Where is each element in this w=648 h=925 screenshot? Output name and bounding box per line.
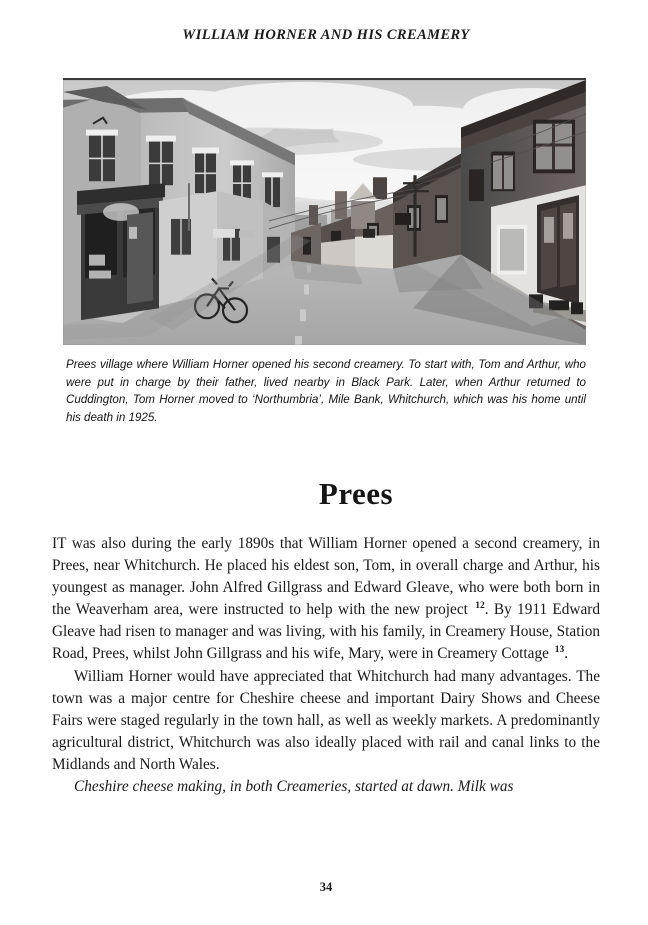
page-number: 34 xyxy=(319,880,333,894)
page-title: Prees xyxy=(318,476,394,511)
prees-village-street-photograph xyxy=(63,80,586,345)
paragraph-one-part-two: . By 1911 Edward Gleave had risen to manager and was living, with his family, in Creamery House, Station Road, Prees, whilst John Gillgrass and his wife, Mary, were in Creamery Cottage xyxy=(52,601,600,663)
running-header: WILLIAM HORNER AND HIS CREAMERY xyxy=(182,27,470,43)
footnote-ref-13[interactable]: 13 xyxy=(554,645,565,656)
paragraph-three: Cheshire cheese making, in both Creameries, started at dawn. Milk was xyxy=(74,778,514,796)
paragraph-one-part-three: . xyxy=(564,645,569,663)
body-text xyxy=(52,533,600,798)
footnote-ref-12[interactable]: 12 xyxy=(475,601,485,612)
paragraph-two: William Horner would have appreciated that Whitchurch had many advantages. The town was a major centre for Cheshire cheese and important Dairy Shows and Cheese Fairs were staged regularly in the town hall, as well as weekly markets. A predominantly agricultural district, Whitchurch was also ideally placed with rail and canal links to the Midlands and North Wales. xyxy=(52,667,600,773)
figure-photograph xyxy=(63,78,586,345)
photograph-frame xyxy=(63,78,586,345)
caption-text: Prees village where William Horner opened his second creamery. To start with, Tom and Arthur, who were put in charge by their father, lived nearby in Black Park. Later, when Arthur returned to Cuddington, Tom Horner moved to ‘Northumbria’, Mile Bank, Whitchurch, which was his home until his death in 1925. xyxy=(66,358,586,424)
figure-caption xyxy=(66,356,586,426)
paragraph-one xyxy=(52,533,600,666)
paragraph-one-part-one: IT was also during the early 1890s that William Horner opened a second creamery, in Prees, near Whitchurch. He placed his eldest son, Tom, in overall charge and Arthur, his youngest as manager. John Alfred Gillgrass and Edward Gleave, who were both born in the Weaverham area, were instructed to help with the new project xyxy=(52,535,600,619)
